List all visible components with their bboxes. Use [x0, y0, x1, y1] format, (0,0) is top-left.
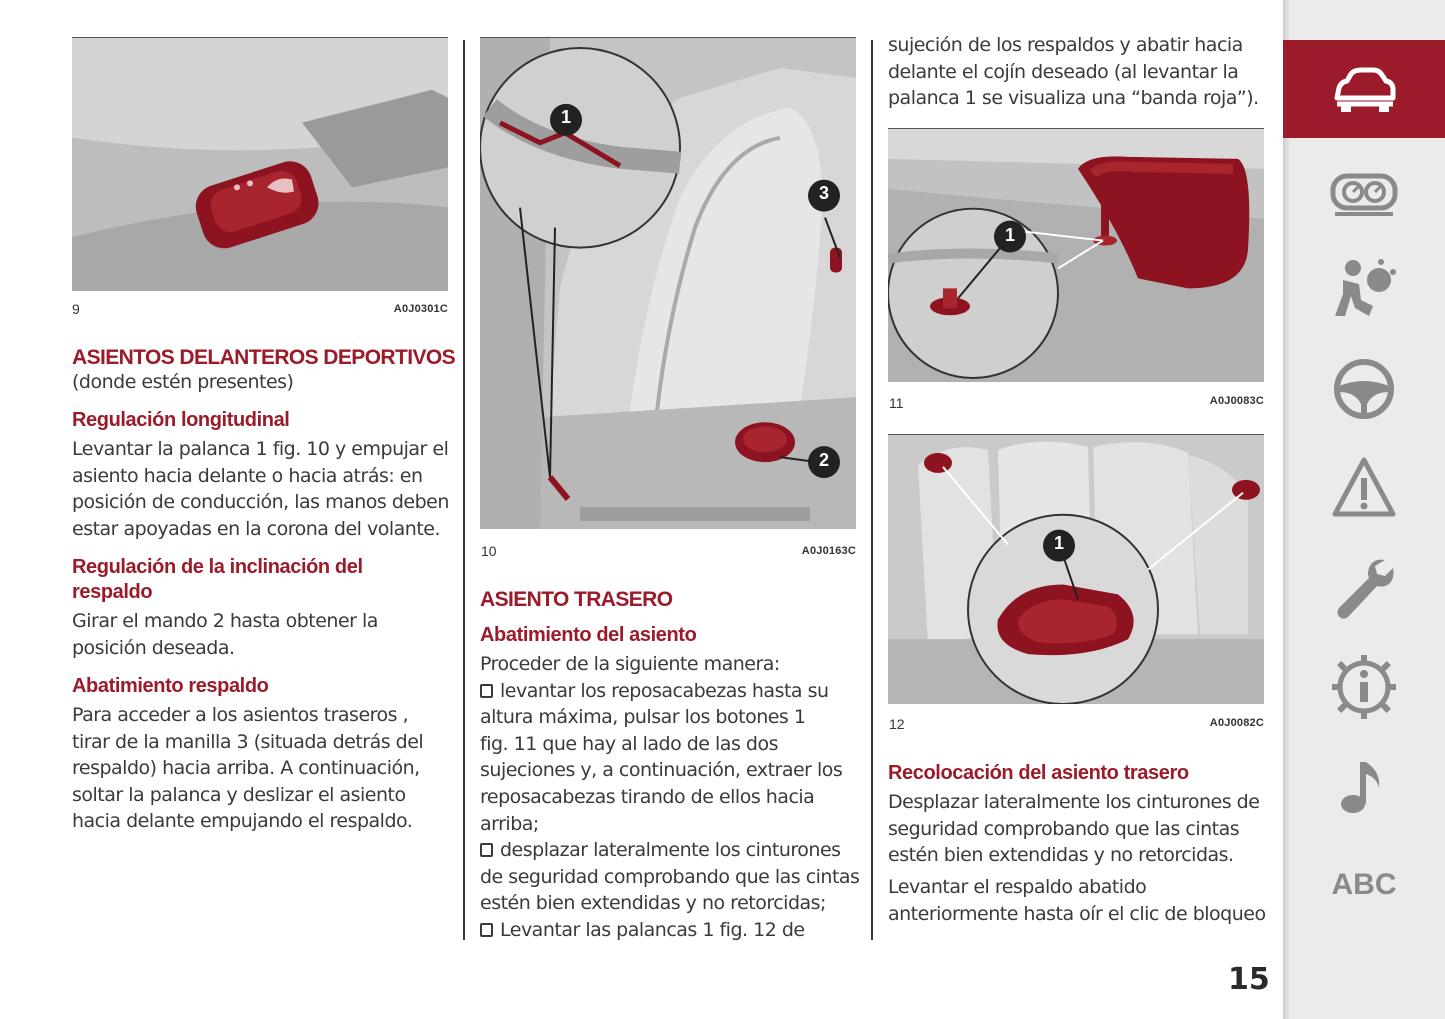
text-line: sujeciones y, a continuación, extraer los: [480, 759, 843, 782]
abc-index-label: ABC: [1331, 868, 1397, 901]
figure-10-code: A0J0163C: [801, 545, 856, 557]
paragraph-continuation: [888, 32, 1259, 112]
info-gear-icon: [1329, 652, 1399, 722]
text-line: reposacabezas tirando de ellos hacia: [480, 785, 815, 808]
sidebar-tab-technical-data[interactable]: [1283, 638, 1445, 736]
text-line: de seguridad comprobando que las cintas: [480, 865, 860, 888]
section-heading-front-seats: ASIENTOS DELANTEROS DEPORTIVOS: [72, 346, 455, 369]
paragraph-backrest-folding: [72, 702, 423, 835]
figure-12-number: 12: [889, 716, 905, 732]
bullet-item-2: [480, 837, 870, 864]
text-line: hacia delante empujando el respaldo.: [72, 810, 413, 833]
text-line: arriba;: [480, 812, 539, 835]
text-line: altura máxima, pulsar los botones 1: [480, 706, 806, 729]
text-line: Levantar las palancas 1 fig. 12 de: [500, 918, 805, 941]
car-icon: [1329, 54, 1399, 124]
text-line: palanca 1 se visualiza una “banda roja”).: [888, 87, 1259, 110]
figure-9-code: A0J0301C: [393, 303, 448, 315]
section-heading-note: (donde estén presentes): [72, 371, 294, 393]
checkbox-bullet-icon: [480, 684, 493, 698]
subheading-backrest-folding: Abatimiento respaldo: [72, 675, 269, 697]
sidebar-tab-index[interactable]: [1283, 836, 1445, 934]
text-line: soltar la palanca y deslizar el asiento: [72, 783, 406, 806]
bullet-item-1: [480, 678, 870, 705]
text-line: anteriormente hasta oír el clic de bloqueo: [888, 902, 1266, 925]
paragraph-longitudinal: [72, 436, 449, 542]
figure-11-code: A0J0083C: [1209, 395, 1264, 407]
text-line: delante el cojín deseado (al levantar la: [888, 60, 1239, 83]
paragraph-recline: [72, 608, 378, 661]
figure-12-callout-1: 1: [1053, 533, 1064, 553]
text-line: estén bien extendidas y no retorcidas.: [888, 844, 1234, 867]
figure-10-callout-1: 1: [560, 107, 571, 127]
figure-9-number: 9: [72, 301, 80, 317]
page-number: 15: [1228, 962, 1270, 997]
music-note-icon: [1329, 752, 1399, 822]
figure-12-code: A0J0082C: [1209, 717, 1264, 729]
text-line: respaldo) hacia arriba. A continuación,: [72, 757, 420, 780]
text-line: sujeción de los respaldos y abatir hacia: [888, 34, 1243, 56]
subheading-repositioning: Recolocación del asiento trasero: [888, 762, 1189, 784]
figure-10-number: 10: [481, 543, 497, 559]
text-line: Girar el mando 2 hasta obtener la: [72, 610, 378, 632]
text-line: tirar de la manilla 3 (situada detrás del: [72, 730, 424, 753]
figure-9-image: [72, 37, 448, 291]
checkbox-bullet-icon: [480, 843, 493, 857]
text-line: estén bien extendidas y no retorcidas;: [480, 892, 826, 915]
paragraph-repositioning-2: [888, 874, 1266, 927]
chapter-sidebar: [1283, 0, 1445, 1019]
sidebar-tab-warnings[interactable]: [1283, 440, 1445, 538]
figure-11-number: 11: [889, 395, 904, 411]
figure-11-image: [888, 128, 1264, 382]
text-line: Proceder de la siguiente manera:: [480, 653, 780, 675]
text-line: levantar los reposacabezas hasta su: [500, 679, 829, 702]
section-heading-rear-seat: ASIENTO TRASERO: [480, 588, 673, 611]
paragraph-rear-seat: [480, 651, 870, 944]
figure-10-callout-3: 3: [818, 183, 829, 203]
text-line: posición de conducción, las manos deben: [72, 491, 449, 514]
figure-10-image: [480, 37, 856, 529]
checkbox-bullet-icon: [480, 923, 493, 937]
subheading-recline: [72, 555, 363, 605]
subheading-longitudinal: Regulación longitudinal: [72, 409, 290, 431]
text-line: posición deseada.: [72, 636, 235, 659]
wrench-icon: [1329, 554, 1399, 624]
text-line: Levantar el respaldo abatido: [888, 876, 1147, 898]
figure-12-image: [888, 434, 1264, 704]
text-line: Para acceder a los asientos traseros ,: [72, 704, 409, 726]
warning-triangle-icon: [1329, 454, 1399, 524]
sidebar-tab-dashboard[interactable]: [1283, 142, 1445, 240]
text-line: asiento hacia delante o hacia atrás: en: [72, 464, 423, 487]
sidebar-tab-multimedia[interactable]: [1283, 738, 1445, 836]
subheading-seat-folding: Abatimiento del asiento: [480, 624, 697, 646]
bullet-item-3: [480, 917, 870, 944]
text-line: Desplazar lateralmente los cinturones de: [888, 791, 1260, 813]
sidebar-tab-safety[interactable]: [1283, 240, 1445, 338]
text-line: fig. 11 que hay al lado de las dos: [480, 732, 778, 755]
text-line: Levantar la palanca 1 fig. 10 y empujar el: [72, 438, 449, 460]
text-line: Regulación de la inclinación del: [72, 556, 363, 578]
text-line: estar apoyadas en la corona del volante.: [72, 517, 441, 540]
column-divider-left: [463, 40, 465, 940]
figure-11-callout-1: 1: [1004, 225, 1015, 245]
dashboard-icon: [1329, 156, 1399, 226]
sidebar-tab-driving[interactable]: [1283, 340, 1445, 438]
steering-wheel-icon: [1329, 354, 1399, 424]
paragraph-repositioning-1: [888, 789, 1259, 869]
sidebar-tab-car[interactable]: [1283, 40, 1445, 138]
text-line: seguridad comprobando que las cintas: [888, 817, 1240, 840]
figure-10-callout-2: 2: [818, 450, 829, 470]
sidebar-tab-maintenance[interactable]: [1283, 540, 1445, 638]
airbag-person-icon: [1329, 254, 1399, 324]
text-line: desplazar lateralmente los cinturones: [500, 839, 841, 862]
text-line: respaldo: [72, 581, 153, 603]
column-divider-right: [871, 40, 873, 940]
